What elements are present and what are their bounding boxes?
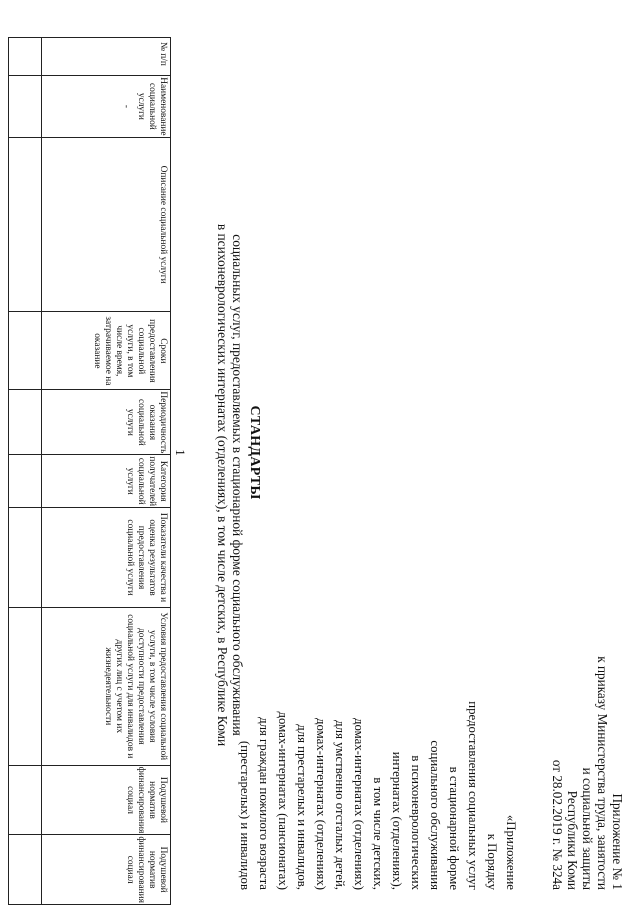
- table-cell: [9, 137, 42, 312]
- header-per-capita-norm: Подушевой норматив финансирования социал: [42, 835, 171, 905]
- procedure-line: домах-интернатах (отделениях): [352, 717, 366, 890]
- table-cell: [9, 607, 42, 765]
- table-cell: [9, 765, 42, 835]
- procedure-line: в стационарной форме: [447, 766, 461, 890]
- header-service-description: Описание социальной услуги: [42, 137, 171, 312]
- procedure-appendix-block: [235, 520, 520, 890]
- procedure-line: для граждан пожилого возраста: [257, 717, 271, 890]
- procedure-line: социального обслуживания: [428, 740, 442, 890]
- table-cell: [9, 508, 42, 608]
- table-row: [9, 38, 42, 905]
- procedure-line: (престарелых) и инвалидов: [238, 740, 252, 890]
- procedure-line: в том числе детских,: [371, 777, 385, 890]
- header-number: № п/п: [42, 38, 171, 76]
- header-service-name: [42, 75, 171, 137]
- procedure-line: для умственно отсталых детей,: [333, 720, 347, 890]
- header-periodicity: Периодичность оказания социальной услуги: [42, 390, 171, 455]
- standards-table: [8, 37, 171, 905]
- table-cell: [9, 312, 42, 390]
- procedure-line: в психоневрологических: [409, 755, 423, 890]
- header-service-name-label: Наименование социальной услуги: [136, 77, 168, 136]
- table-cell: [9, 38, 42, 76]
- procedure-line: к Порядку: [485, 833, 499, 890]
- table-cell: [9, 75, 42, 137]
- header-recipient-category: Категория получателей социальной услуги: [42, 455, 171, 508]
- procedure-line: домах-интернатах (пансионатах): [276, 711, 290, 890]
- header-quality-indicators: Показатели качества и оценка результатов предоставления социальной услуги: [42, 508, 171, 608]
- order-reference-block: [550, 560, 625, 890]
- subtitle-line: социальных услуг, предоставляемых в стационарной форме социального обслуживания: [230, 234, 245, 736]
- table-header-row: [42, 38, 171, 905]
- procedure-line: предоставления социальных услуг: [466, 701, 480, 890]
- document-title: СТАНДАРТЫ: [247, 405, 262, 500]
- header-provision-conditions: Условия предоставления социальной услуги, в том числе условия доступности предоставления социальной услуги для инвалидов и других лиц с учетом их жизнедеятельности: [42, 607, 171, 765]
- order-line: к приказу Министерства труда, занятости: [595, 656, 610, 890]
- procedure-line: домах-интернатах (отделениях): [314, 717, 328, 890]
- order-line: Приложение № 1: [610, 793, 625, 890]
- subtitle-line: в психоневрологических интернатах (отделениях), в том числе детских, в Республике Коми: [215, 223, 230, 747]
- procedure-line: «Приложение: [504, 814, 518, 890]
- order-line: от 28.02.2019 г. № 324а: [550, 759, 565, 890]
- procedure-line: интернатах (отделениях),: [390, 751, 404, 890]
- procedure-line: для престарелых и инвалидов,: [295, 724, 309, 890]
- order-line: и социальной защиты: [580, 767, 595, 890]
- header-per-capita-norm: Подушевой норматив финансирования социал: [42, 765, 171, 835]
- header-service-terms: Сроки предоставления социальной услуги, в том числе время, затрачиваемое на оказание: [42, 312, 171, 390]
- document-subtitle: [215, 80, 245, 890]
- dash-mark: -: [121, 104, 131, 108]
- table-cell: [9, 835, 42, 905]
- table-cell: [9, 455, 42, 508]
- table-cell: [9, 390, 42, 455]
- order-line: Республики Коми: [565, 790, 580, 890]
- page-number: 1: [173, 449, 188, 456]
